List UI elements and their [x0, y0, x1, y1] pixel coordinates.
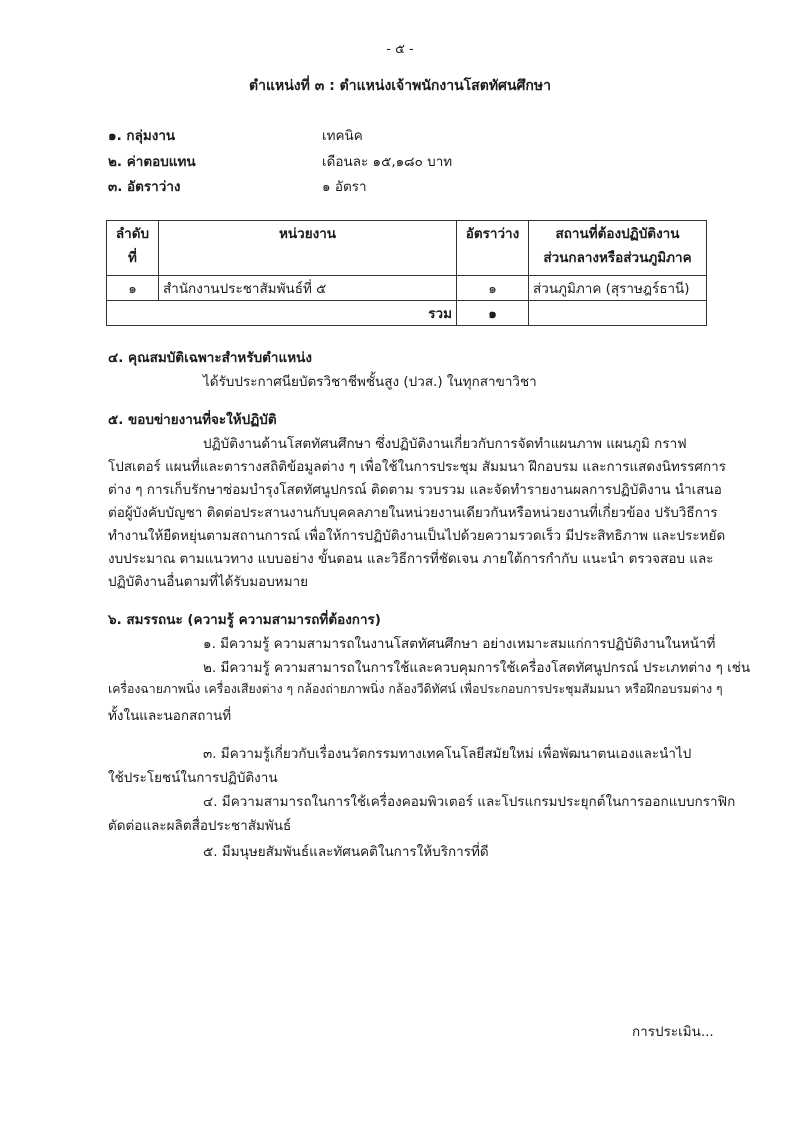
cell-no: ๑	[107, 276, 159, 301]
section-4-heading: ๔. คุณสมบัติเฉพาะสำหรับตำแหน่ง	[108, 350, 312, 366]
header-no	[107, 221, 159, 276]
section-5-line: ต่อผู้บังคับบัญชา ติดต่อประสานงานกับบุคคลภายในหน่วยงานเดียวกันหรือหน่วยงานที่เกี่ยวข้อง ปรับวิธีการ	[108, 505, 718, 521]
section-5-line: ทำงานให้ยืดหยุ่นตามสถานการณ์ เพื่อให้การปฏิบัติงานเป็นไปด้วยความรวดเร็ว มีประสิทธิภาพ และประหยัด	[108, 528, 726, 544]
competency-item-3: ๓. มีความรู้เกี่ยวกับเรื่องนวัตกรรมทางเทคโนโลยีสมัยใหม่ เพื่อพัฒนาตนเองและนำไป	[203, 746, 692, 762]
competency-item-4-cont: ตัดต่อและผลิตสื่อประชาสัมพันธ์	[108, 818, 292, 834]
vacancy-table	[106, 220, 707, 326]
competency-item-2-cont: ทั้งในและนอกสถานที่	[108, 708, 232, 724]
competency-item-5: ๕. มีมนุษยสัมพันธ์และทัศนคติในการให้บริการที่ดี	[203, 844, 489, 860]
page-number: - ๕ -	[386, 42, 414, 57]
competency-item-2: ๒. มีความรู้ ความสามารถในการใช้และควบคุมการใช้เครื่องโสตทัศนูปกรณ์ ประเภทต่าง ๆ เช่น	[203, 660, 751, 676]
continuation-text: การประเมิน...	[632, 1024, 714, 1040]
header-vacancy: อัตราว่าง	[457, 221, 529, 276]
table-total-row	[107, 301, 707, 326]
table-row	[107, 276, 707, 301]
table-header-row	[107, 221, 707, 276]
info-label-group: ๑. กลุ่มงาน	[108, 128, 176, 144]
section-5-line: ต่าง ๆ การเก็บรักษาซ่อมบำรุงโสตทัศนูปกรณ์ ติดตาม รวบรวม และจัดทำรายงานผลการปฏิบัติงาน นำเสนอ	[108, 482, 722, 498]
cell-vacancy: ๑	[457, 276, 529, 301]
info-label-salary: ๒. ค่าตอบแทน	[108, 154, 196, 170]
section-5-line: โปสเตอร์ แผนที่และตารางสถิติข้อมูลต่าง ๆ เพื่อใช้ในการประชุม สัมมนา ฝึกอบรม และการแสดงนิทรรศการ	[108, 459, 726, 475]
section-6-heading: ๖. สมรรถนะ (ความรู้ ความสามารถที่ต้องการ)	[108, 612, 381, 628]
section-4-text: ได้รับประกาศนียบัตรวิชาชีพชั้นสูง (ปวส.) ในทุกสาขาวิชา	[203, 374, 537, 390]
total-label: รวม	[107, 301, 457, 326]
total-empty	[529, 301, 707, 326]
competency-item-2-cont: เครื่องฉายภาพนิ่ง เครื่องเสียงต่าง ๆ กล้องถ่ายภาพนิ่ง กล้องวีดิทัศน์ เพื่อประกอบการประชุมสัมมนา หรือฝึกอบรมต่าง ๆ	[108, 682, 723, 696]
total-value: ๑	[457, 301, 529, 326]
page-title: ตำแหน่งที่ ๓ : ตำแหน่งเจ้าพนักงานโสตทัศนศึกษา	[249, 78, 551, 94]
header-place-line1: สถานที่ต้องปฏิบัติงาน	[555, 226, 680, 242]
competency-item-3-cont: ใช้ประโยชน์ในการปฏิบัติงาน	[108, 770, 278, 786]
cell-place: ส่วนภูมิภาค (สุราษฎร์ธานี)	[529, 276, 707, 301]
header-place	[529, 221, 707, 276]
info-label-vacancy: ๓. อัตราว่าง	[108, 179, 181, 195]
section-5-line: ปฏิบัติงานอื่นตามที่ได้รับมอบหมาย	[108, 574, 309, 590]
header-no-line2: ที่	[128, 250, 137, 266]
header-place-line2: ส่วนกลางหรือส่วนภูมิภาค	[543, 250, 692, 266]
section-5-line: งบประมาณ ตามแนวทาง แบบอย่าง ขั้นตอน และวิธีการที่ชัดเจน ภายใต้การกำกับ แนะนำ ตรวจสอบ และ	[108, 551, 714, 567]
cell-unit: สำนักงานประชาสัมพันธ์ที่ ๕	[159, 276, 457, 301]
section-5-heading: ๕. ขอบข่ายงานที่จะให้ปฏิบัติ	[108, 412, 277, 428]
info-value-vacancy: ๑ อัตรา	[322, 179, 367, 195]
competency-item-1: ๑. มีความรู้ ความสามารถในงานโสตทัศนศึกษา อย่างเหมาะสมแก่การปฏิบัติงานในหน้าที่	[203, 636, 716, 652]
header-no-line1: ลำดับ	[115, 226, 150, 242]
header-unit: หน่วยงาน	[159, 221, 457, 276]
info-value-group: เทคนิค	[322, 128, 363, 144]
section-5-line: ปฏิบัติงานด้านโสตทัศนศึกษา ซึ่งปฏิบัติงานเกี่ยวกับการจัดทำแผนภาพ แผนภูมิ กราฟ	[203, 436, 687, 452]
info-value-salary: เดือนละ ๑๕,๑๘๐ บาท	[322, 154, 453, 170]
competency-item-4: ๔. มีความสามารถในการใช้เครื่องคอมพิวเตอร์ และโปรแกรมประยุกต์ในการออกแบบกราฟิก	[203, 794, 736, 810]
